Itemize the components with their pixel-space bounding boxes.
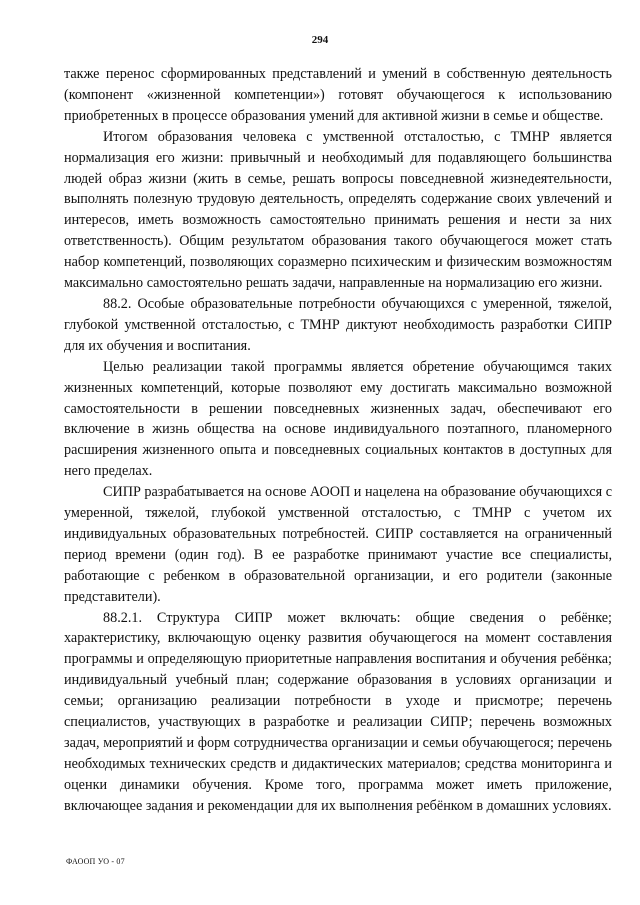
footer-label: ФАООП УО - 07 bbox=[66, 857, 125, 866]
paragraph-88-2: 88.2. Особые образовательные потребности обучающихся с умеренной, тяжелой, глубокой умственной отсталостью, с ТМНР диктуют необходимость разработки СИПР для их обучения и воспитания. bbox=[64, 295, 612, 354]
paragraph-88-2-1: 88.2.1. Структура СИПР может включать: общие сведения о ребёнке; характеристику, включающую оценку развития обучающегося на момент составления программы и определяющую приоритетные направления воспитания и обучения ребёнка; индивидуальный учебный план; содержание образования в условиях организации и семьи; организацию реализации потребности в уходе и присмотре; перечень специалистов, участвующих в разработке и реализации СИПР; перечень возможных задач, мероприятий и форм сотрудничества организации и семьи обучающегося; перечень необходимых технических средств и дидактических материалов; средства мониторинга и оценки динамики обучения. Кроме того, программа может иметь приложение, включающее задания и рекомендации для их выполнения ребёнком в домашних условиях. bbox=[64, 609, 612, 814]
paragraph-sipr-development: СИПР разрабатывается на основе АООП и нацелена на образование обучающихся с умеренной, тяжелой, глубокой умственной отсталостью, с ТМНР с учетом их индивидуальных образовательных потребностей. СИПР составляется на ограниченный период времени (один год). В ее разработке принимают участие все специалисты, работающие с ребенком в образовательной организации, и его родители (законные представители). bbox=[64, 484, 612, 605]
paragraph-result-of-education: Итогом образования человека с умственной отсталостью, с ТМНР является нормализация его жизни: привычный и необходимый для подавляющего большинства людей образ жизни (жить в семье, решать вопросы повседневной жизнедеятельности, выполнять полезную трудовую деятельность, определять содержание своих увлечений и интересов, иметь возможность самостоятельно принимать решения и нести за них ответственность). Общим результатом образования такого обучающегося может стать набор компетенций, позволяющих соразмерно психическим и физическим возможностям максимально самостоятельно решать задачи, направленные на нормализацию его жизни. bbox=[64, 128, 612, 292]
page-number: 294 bbox=[311, 34, 329, 46]
paragraph-program-goal: Целью реализации такой программы является обретение обучающимся таких жизненных компетенций, которые позволяют ему достигать максимально возможной самостоятельности в решении повседневных жизненных задач, обеспечивают его включение в жизнь общества на основе индивидуального поэтапного, планомерного расширения жизненного опыта и повседневных социальных контактов в доступных для него пределах. bbox=[64, 358, 612, 480]
paragraph-continuation: также перенос сформированных представлений и умений в собственную деятельность (компонент «жизненной компетенции») готовят обучающегося к использованию приобретенных в процессе образования умений для активной жизни в семье и обществе. bbox=[64, 66, 612, 124]
body-text bbox=[64, 64, 612, 817]
